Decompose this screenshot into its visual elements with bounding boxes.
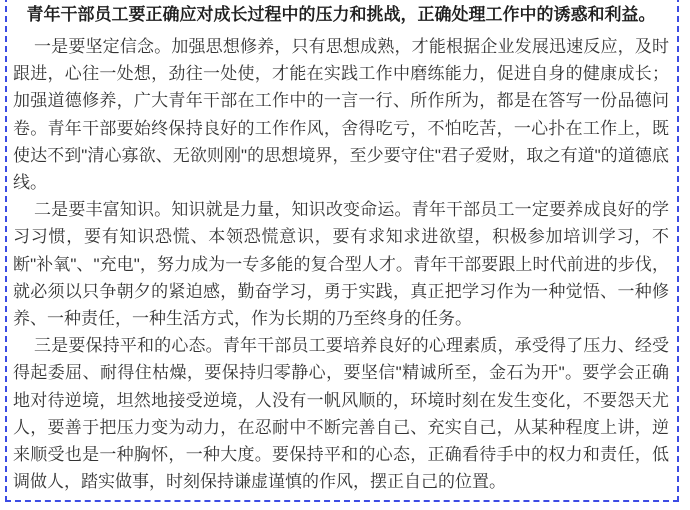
paragraph-firm-beliefs: 一是要坚定信念。加强思想修养，只有思想成熟，才能根据企业发展迅速反应，及时跟进，心往一处想，劲往一处使，才能在实践工作中磨练能力，促进自身的健康成长；加强道德修养，广大青年干部在工作中的一言一行、所作所为，都是在答写一份品德问卷。青年干部要始终保持良好的工作作风，舍得吃亏，不怕吃苦，一心扑在工作上，既使达不到"清心寡欲、无欲则刚"的思想境界，至少要守住"君子爱财，取之有道"的道德底线。 [13, 37, 669, 193]
paragraph-calm-mindset: 三是要保持平和的心态。青年干部员工要培养良好的心理素质，承受得了压力、经受得起委屈、耐得住枯燥，要保持归零静心，要坚信"精诚所至，金石为开"。要学会正确地对待逆境，坦然地接受逆境，人没有一帆风顺的，环境时刻在发生变化，不要怨天尤人，要善于把压力变为动力，在忍耐中不断完善自己、充实自己，从某种程度上讲，逆来顺受也是一种胸怀，一种大度。要保持平和的心态，正确看待手中的权力和责任，低调做人，踏实做事，时刻保持谦虚谨慎的作风，摆正自己的位置。 [13, 336, 669, 492]
paragraph-enrich-knowledge: 二是要丰富知识。知识就是力量，知识改变命运。青年干部员工一定要养成良好的学习习惯，要有知识恐慌、本领恐慌意识，要有求知求进欲望，积极参加培训学习，不断"补氧"、"充电"，努力成为一专多能的复合型人才。青年干部要跟上时代前进的步伐，就必须以只争朝夕的紧迫感，勤奋学习，勇于实践，真正把学习作为一种觉悟、一种修养、一种责任，一种生活方式，作为长期的乃至终身的任务。 [13, 200, 669, 329]
document-page [13, 2, 669, 495]
document-title: 青年干部员工要正确应对成长过程中的压力和挑战，正确处理工作中的诱惑和利益。 [26, 5, 656, 24]
